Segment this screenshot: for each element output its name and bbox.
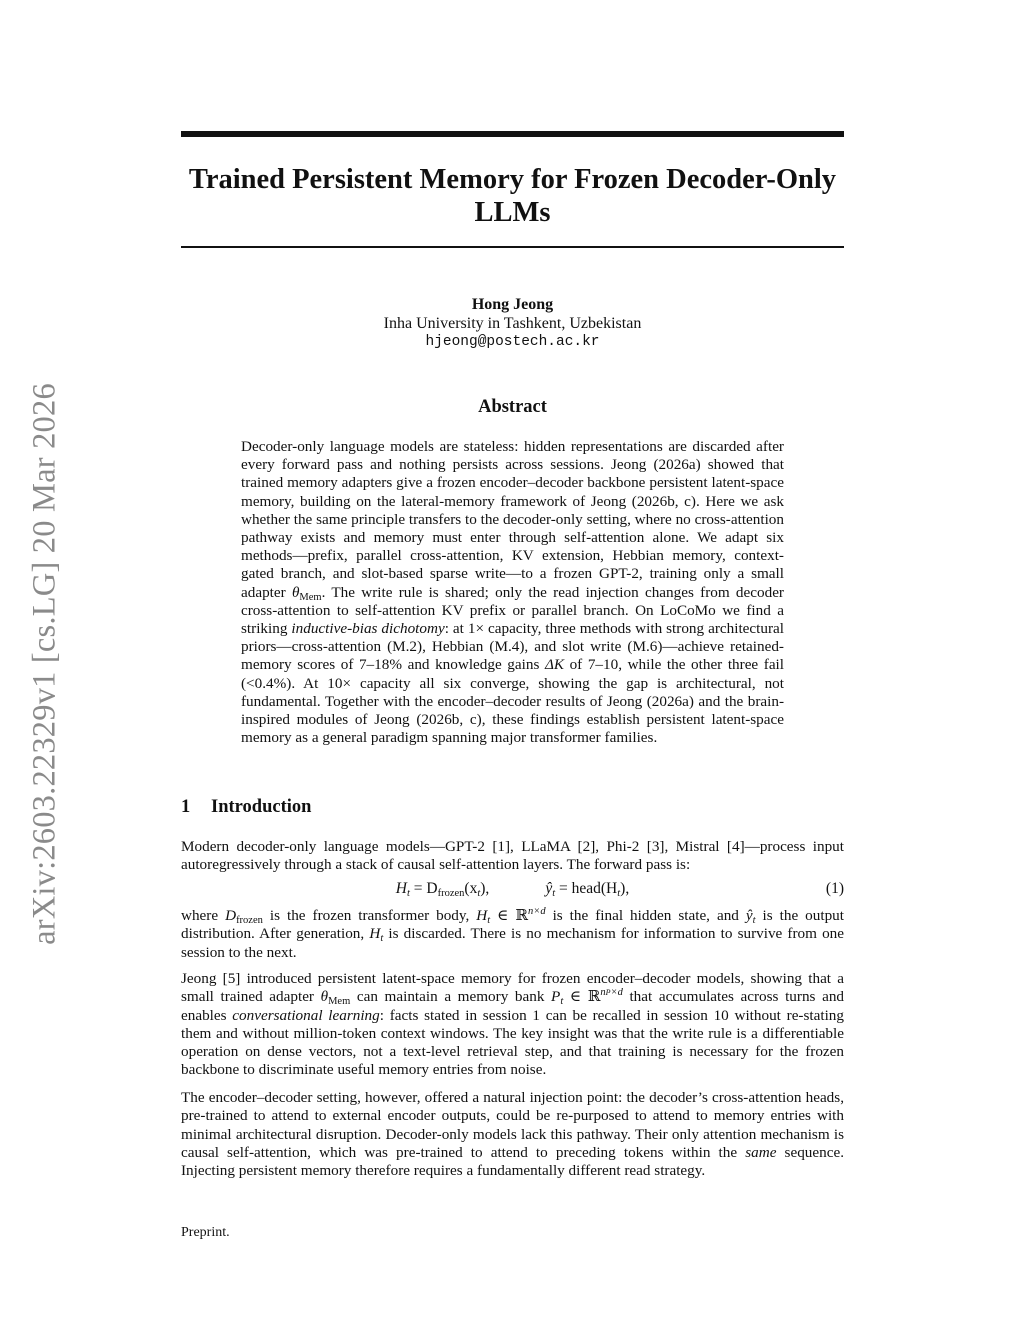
eq-end-1: ), [480, 880, 490, 897]
title-rule-top [181, 131, 844, 137]
p3-text-4: : facts stated in session 1 can be recalled in session 10 without re-stating them and without million-token context windows. The key insight was that the write rule is a differentiable operation on dense vectors, not a text-level retrieval step, and that training is necessary for the frozen backbone to discriminate useful memory entries from noise. [181, 1006, 844, 1079]
abstract-body [241, 438, 784, 747]
abstract-text-4: of 7–10, while the other three fail (<0.4%). At 10× capacity all six converge, showing the gap is architectural, not fundamental. Together with the encoder–decoder results of Jeong (2026a) and the brain-inspired modules of Jeong (2026b, c), these findings establish persistent latent-space memory as a general paradigm spanning major transformer families. [241, 656, 784, 747]
author-affiliation: Inha University in Tashkent, Uzbekistan [383, 315, 642, 332]
abstract-theta: θ [291, 583, 300, 601]
p2-h: H [476, 907, 488, 924]
eq-d-sub: frozen [437, 888, 465, 899]
p2-text-3: is the final hidden state, and [545, 907, 746, 924]
abstract-heading: Abstract [478, 397, 547, 417]
p2-h-sub: t [487, 915, 491, 926]
p3-p: P [551, 988, 561, 1006]
p3-p-sub: t [560, 996, 564, 1008]
eq-h-sub: t [406, 888, 410, 899]
author-block [181, 295, 844, 352]
p2-text-2: is the frozen transformer body, [262, 907, 477, 924]
p2-h2-sub: t [380, 933, 384, 945]
p2-d: D [225, 907, 237, 924]
abstract-text-2: . The write rule is shared; only the read injection changes from decoder cross-attention to self-attention KV prefix or parallel branch. On LoCoMo we find a striking [241, 583, 784, 638]
eq-head: = head(H [555, 880, 618, 897]
p3-r-sup-n: n [600, 987, 606, 999]
abstract-text-3: : at 1× capacity, three methods with strong architectural priors—cross-attention (M.2), Hebbian (M.4), and slot write (M.6)—achieve retained-memory scores of 7–18% and knowledge gains [241, 620, 784, 674]
p2-d-sub: frozen [236, 915, 263, 926]
section-title: Introduction [211, 797, 312, 817]
eq-yhat-sub: t [552, 888, 556, 899]
arxiv-identifier-text: arXiv:2603.22329v1 [cs.LG] 20 Mar 2026 [26, 383, 63, 945]
eq-equals-d: = D [409, 880, 438, 897]
abstract-delta-k: ΔK [544, 656, 564, 674]
p2-h2: H [369, 925, 381, 943]
author-email: hjeong@postech.ac.kr [425, 334, 600, 350]
intro-paragraph-3 [181, 970, 844, 1080]
abstract-text-1: Decoder-only language models are stateless: hidden representations are discarded after every forward pass and nothing persists across sessions. Jeong (2026a) showed that trained memory adapters give a frozen encoder–decoder backbone persistent latent-space memory, building on the lateral-memory framework of Jeong (2026b, c). Here we ask whether the same principle transfers to the decoder-only setting, where no cross-attention pathway exists and memory must enter through self-attention alone. We adapt six methods—prefix, parallel cross-attention, KV extension, Hebbian memory, context-gated branch, and slot-based sparse write—to a frozen GPT-2, training only a small adapter [241, 438, 784, 601]
p2-r-sup: n×d [528, 906, 546, 917]
p4-italic-same: same [745, 1143, 777, 1161]
abstract-italic-dichotomy: inductive-bias dichotomy [291, 620, 445, 638]
p3-r-sup [600, 987, 622, 998]
equation-body [181, 880, 844, 898]
p3-in-r: ∈ ℝ [563, 988, 601, 1006]
p3-r-sup-p: P [605, 988, 611, 998]
p3-text-1: Jeong [5] introduced persistent latent-space memory for frozen encoder–decoder models, showing that a small trained adapter [181, 970, 844, 1006]
paper-title: Trained Persistent Memory for Frozen Decoder-Only LLMs [188, 164, 837, 228]
p2-text-5: is discarded. There is no mechanism for information to survive from one session to the next. [181, 925, 844, 961]
p3-r-sup-tail: ×d [610, 987, 623, 999]
p3-text-3: that accumulates across turns and enables [181, 988, 845, 1024]
section-heading-introduction [181, 797, 311, 818]
p2-yhat-sub: t [752, 915, 756, 926]
page-footer: Preprint. [181, 1225, 230, 1240]
arxiv-identifier-stamp [26, 368, 63, 960]
p4-text-1: The encoder–decoder setting, however, offered a natural injection point: the decoder’s cross-attention heads, pre-trained to attend to external encoder outputs, could be re-purposed to attend to memory entries with minimal architectural disruption. Decoder-only models lack this pathway. Their only attention mechanism is causal self-attention, which was pre-trained to attend to preceding tokens within the [181, 1089, 844, 1161]
eq-head-sub: t [617, 888, 621, 899]
intro-paragraph-4 [181, 1089, 844, 1180]
p2-in-r: ∈ ℝ [490, 907, 528, 924]
section-number: 1 [181, 797, 191, 817]
eq-h: H [395, 880, 407, 897]
equation-1 [181, 880, 844, 900]
eq-x: (x [464, 880, 478, 897]
intro-paragraph-2 [181, 907, 844, 962]
abstract-theta-sub: Mem [299, 591, 322, 603]
p2-text-4: is the output distribution. After generation, [181, 907, 844, 943]
p4-text-2: sequence. Injecting persistent memory therefore requires a fundamentally different read strategy. [181, 1143, 845, 1180]
eq-yhat: ŷ [545, 880, 553, 897]
author-name: Hong Jeong [471, 296, 554, 313]
p3-text-2: can maintain a memory bank [350, 988, 552, 1006]
p2-yhat: ŷ [745, 907, 753, 924]
intro-paragraph-1: Modern decoder-only language models—GPT-2 [1], LLaMA [2], Phi-2 [3], Mistral [4]—process input autoregressively through a stack of causal self-attention layers. The forward pass is: [181, 838, 844, 874]
p3-theta-sub: Mem [328, 996, 351, 1008]
title-rule-bottom [181, 246, 844, 248]
p3-theta: θ [320, 988, 329, 1006]
p3-italic-conversational-learning: conversational learning [232, 1006, 380, 1024]
equation-number: (1) [825, 880, 844, 897]
eq-end-2: ), [620, 880, 630, 897]
p2-text-1: where [181, 907, 226, 924]
eq-x-sub: t [477, 888, 481, 899]
